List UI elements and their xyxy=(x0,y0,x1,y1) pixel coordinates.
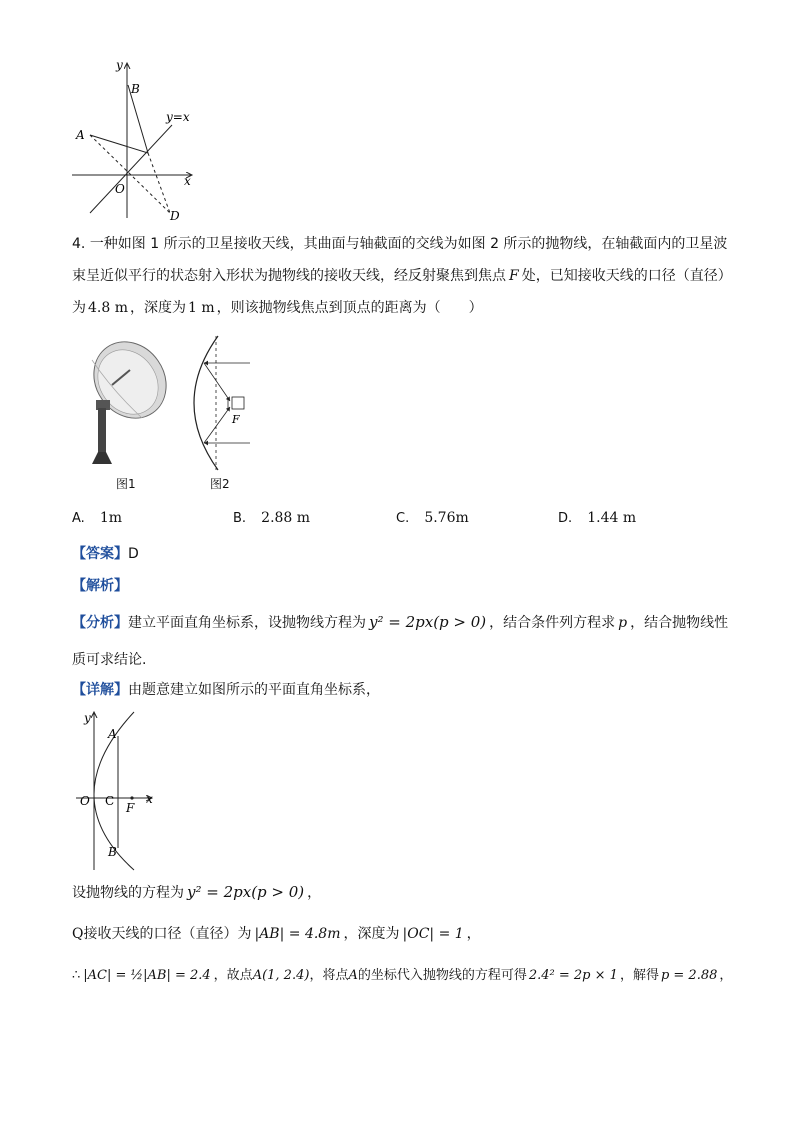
option-d[interactable] xyxy=(558,507,636,526)
answer-line xyxy=(72,544,139,564)
question-text-1: 一种如图 1 所示的卫星接收天线，其曲面与轴截面的交线为如图 2 所示的抛物线，在轴截面内的卫星波 xyxy=(89,236,728,252)
option-b-letter: B. xyxy=(233,511,247,526)
solution-text-3b: ，将点 xyxy=(309,968,349,983)
label-o: O xyxy=(115,182,125,196)
therefore-symbol: ∴ xyxy=(72,968,81,983)
solution-text-2a: 接收天线的口径（直径）为 xyxy=(83,926,252,942)
fig2-focus-label: F xyxy=(232,413,240,426)
solution-eq-1: y² = 2px(p > 0) xyxy=(187,883,305,901)
label-d: D xyxy=(170,209,180,223)
solution-eq-ab: |AB| = 4.8m xyxy=(254,926,341,942)
fig3-label-b: B xyxy=(108,845,117,859)
xiangjie-tag: 【详解】 xyxy=(72,682,128,698)
depth-value: 1 m xyxy=(188,300,215,316)
solution-line-2 xyxy=(72,924,481,944)
option-a[interactable] xyxy=(72,507,122,526)
fenxi-line-1 xyxy=(72,612,728,633)
solution-eq-oc: |OC| = 1 xyxy=(402,926,464,942)
xiangjie-text: 由题意建立如图所示的平面直角坐标系， xyxy=(128,682,380,698)
line-y-equals-x xyxy=(90,125,172,213)
fig3-focus-point xyxy=(130,796,133,799)
question-line-3 xyxy=(72,298,483,318)
solution-line-1 xyxy=(72,882,321,903)
fenxi-p: p xyxy=(618,615,628,631)
diameter-value: 4.8 m xyxy=(88,300,128,316)
solution-text-1a: 设抛物线的方程为 xyxy=(72,885,184,901)
solution-text-3c: 的坐标代入抛物线的方程可得 xyxy=(357,968,527,983)
solution-text-3e: ， xyxy=(719,968,733,983)
label-y: y xyxy=(116,58,123,72)
solution-text-3a: ，故点 xyxy=(213,968,253,983)
question-text-2b: 处，已知接收天线的口径（直径） xyxy=(521,268,732,284)
coordinate-figure-top xyxy=(60,55,210,230)
fig3-label-a: A xyxy=(108,727,117,741)
solution-text-1b: ， xyxy=(307,885,322,901)
solution-line-3 xyxy=(72,966,732,986)
option-b[interactable] xyxy=(233,507,310,526)
solution-text-3d: ，解得 xyxy=(619,968,659,983)
option-c-value: 5.76m xyxy=(424,510,469,526)
solution-text-2c: ， xyxy=(466,926,481,942)
answer-value: D xyxy=(128,546,139,562)
solution-text-2b: ，深度为 xyxy=(343,926,400,942)
because-symbol: Q xyxy=(72,926,84,942)
option-c[interactable] xyxy=(396,507,469,526)
option-a-letter: A. xyxy=(72,511,85,526)
fenxi-text-1: 建立平面直角坐标系，设抛物线方程为 xyxy=(128,615,366,631)
solution-point-a: A(1, 2.4) xyxy=(252,968,310,983)
question-line-2 xyxy=(72,266,732,286)
analysis-line xyxy=(72,576,128,596)
label-a: A xyxy=(76,128,85,142)
line-b-dashed xyxy=(148,153,170,213)
parabola-ray-figure xyxy=(180,333,260,473)
option-a-value: 1m xyxy=(99,510,123,526)
option-d-letter: D. xyxy=(558,511,573,526)
fenxi-tag: 【分析】 xyxy=(72,615,128,631)
fig3-label-y: y xyxy=(84,711,91,725)
fig3-label-c: C xyxy=(105,794,115,808)
solution-eq-sub: 2.4² = 2p × 1 xyxy=(528,968,618,983)
fig3-label-x: x xyxy=(146,792,153,806)
label-line: y=x xyxy=(166,110,190,124)
question-text-2: 束呈近似平行的状态射入形状为抛物线的接收天线，经反射聚焦到焦点 xyxy=(72,268,506,284)
fig2-caption: 图2 xyxy=(210,477,230,491)
fenxi-equation: y² = 2px(p > 0) xyxy=(369,613,487,631)
option-c-letter: C. xyxy=(396,511,410,526)
solution-eq-p: p = 2.88 xyxy=(660,968,718,983)
question-line-1 xyxy=(72,234,727,254)
answer-tag: 【答案】 xyxy=(72,546,128,562)
fig1-caption: 图1 xyxy=(116,477,136,491)
fig3-label-f: F xyxy=(126,801,135,815)
line-a-dashed xyxy=(90,135,170,213)
satellite-dish-figure xyxy=(72,340,172,470)
fenxi-text-3: ，结合抛物线性 xyxy=(630,615,729,631)
parabola-coordinate-figure xyxy=(72,708,172,873)
focus-symbol: F xyxy=(509,268,519,284)
analysis-tag: 【解析】 xyxy=(72,578,128,594)
solution-eq-ac: |AC| = ½|AB| = 2.4 xyxy=(83,968,211,983)
option-b-value: 2.88 m xyxy=(261,510,311,526)
fig3-label-o: O xyxy=(80,794,90,808)
option-d-value: 1.44 m xyxy=(587,510,637,526)
fenxi-text-2: ，结合条件列方程求 xyxy=(489,615,616,631)
xiangjie-line xyxy=(72,680,380,700)
label-x: x xyxy=(184,174,191,188)
solution-a-symbol: A xyxy=(348,968,358,983)
question-text-3b: ，深度为 xyxy=(130,300,186,316)
label-b: B xyxy=(131,82,140,96)
question-text-3a: 为 xyxy=(72,300,86,316)
question-text-3c: ，则该抛物线焦点到顶点的距离为（ ） xyxy=(216,300,483,316)
fenxi-text-4: 质可求结论. xyxy=(72,652,147,668)
question-number: 4. xyxy=(72,236,86,252)
fenxi-line-2 xyxy=(72,650,146,670)
